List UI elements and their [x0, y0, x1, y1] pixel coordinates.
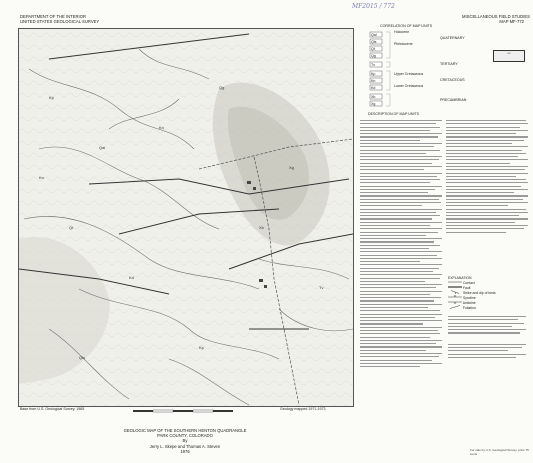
svg-text:Xg: Xg [289, 165, 294, 170]
correlation-chart [360, 30, 490, 110]
symbol-row-anticline: Anticline [448, 300, 528, 305]
description-title: DESCRIPTION OF MAP UNITS [368, 112, 420, 116]
symbol-row-strike-dip: Strike and dip of beds [448, 290, 528, 295]
symbol-row-foliation: Foliation [448, 305, 528, 310]
age-upper-cretaceous: Upper Cretaceous [394, 72, 424, 76]
unit-qal: Qal [371, 32, 377, 37]
scale-area [18, 406, 352, 428]
period-cretaceous: CRETACEOUS [440, 78, 465, 82]
age-lower-cretaceous: Lower Cretaceous [394, 84, 424, 88]
svg-text:Kp: Kp [49, 95, 54, 100]
library-stamp: ▭ [493, 50, 525, 62]
geology-credit: Geology mapped 1971-1973 [280, 407, 326, 411]
unit-qg: Qg [371, 53, 376, 58]
unit-xg: Xg [371, 101, 376, 106]
year: 1976 [180, 448, 190, 454]
authors: Jerry L. Skepe and Thomas A. Steven [149, 443, 221, 449]
agency-line-2: UNITED STATES GEOLOGICAL SURVEY [20, 19, 100, 24]
symbol-row-contact: Contact [462, 281, 475, 285]
age-holocene: Holocene [394, 30, 410, 34]
svg-text:Kp: Kp [199, 345, 204, 350]
period-quaternary: QUATERNARY [440, 36, 465, 40]
svg-text:Qls: Qls [79, 355, 85, 360]
agency-line-1: DEPARTMENT OF THE INTERIOR [20, 14, 86, 19]
description-column-left [360, 120, 442, 440]
unit-kp: Kp [371, 71, 376, 76]
symbol-row-syncline: Syncline [448, 295, 528, 300]
unit-kd: Kd [371, 85, 376, 90]
svg-text:Qt: Qt [69, 225, 74, 230]
map-title: GEOLOGIC MAP OF THE SOUTHERN HENTON QUADRANGLE [123, 428, 247, 433]
explanation-title: EXPLANATION [448, 276, 472, 280]
series-line-2: MAP MF-772 [499, 19, 524, 24]
period-tertiary: TERTIARY [440, 62, 458, 66]
author-by: By [182, 438, 188, 444]
scale-bar [133, 408, 233, 416]
svg-text:Qg: Qg [219, 85, 225, 90]
svg-text:Qal: Qal [99, 145, 106, 150]
base-credit: Base from U.S. Geological Survey, 1965 [20, 407, 85, 411]
unit-kn: Kn [371, 78, 376, 83]
svg-text:Kd: Kd [129, 275, 134, 280]
correlation-title: CORRELATION OF MAP UNITS [380, 24, 433, 28]
symbol-row-fault: Fault [462, 286, 471, 290]
unit-xb: Xb [371, 94, 376, 99]
unit-qt: Qt [371, 46, 375, 51]
svg-text:Kn: Kn [39, 175, 44, 180]
svg-text:Kn: Kn [159, 125, 164, 130]
svg-text:Tv: Tv [319, 285, 324, 290]
symbol-explanation [448, 276, 528, 360]
period-precambrian: PRECAMBRIAN [440, 98, 467, 102]
series-header [462, 14, 530, 24]
title-block [18, 428, 352, 454]
agency-header [20, 14, 99, 24]
handwritten-stamp: MF2015 / 772 [352, 3, 395, 10]
age-pleistocene: Pleistocene [394, 42, 413, 46]
map-subtitle: PARK COUNTY, COLORADO [157, 433, 213, 439]
geologic-map[interactable] [18, 28, 354, 407]
map-svg [19, 29, 353, 406]
series-line-1: MISCELLANEOUS FIELD STUDIES [462, 14, 530, 19]
svg-text:Xb: Xb [259, 225, 264, 230]
unit-tv: Tv [371, 62, 375, 67]
description-column-right [446, 120, 528, 270]
sale-footnote: For sale by U.S. Geological Survey, price 75 cents [470, 448, 529, 456]
unit-qls: Qls [371, 39, 377, 44]
